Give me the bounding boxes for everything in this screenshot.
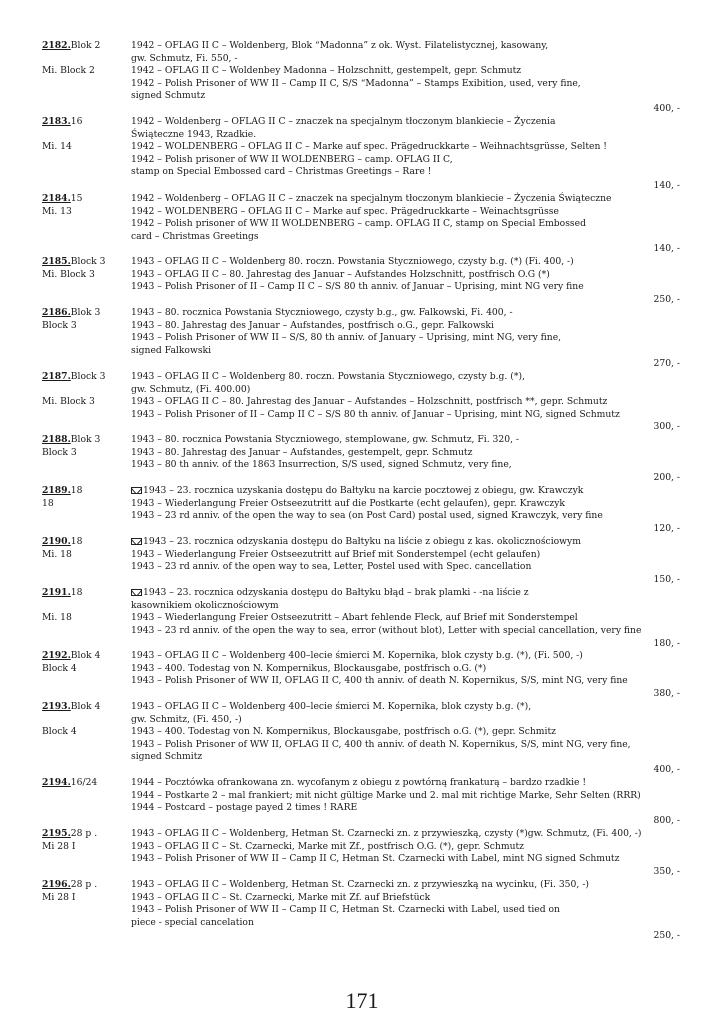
desc-line: 1943 – 23. rocznica uzyskania dostępu do Bałtyku na karcie pocztowej z obiegu, gw. Krawczyk [143, 485, 584, 496]
lot-reference [42, 701, 132, 739]
catalog-ref-alt: Mi. Block 3 [42, 268, 95, 280]
catalog-ref: 16 [70, 116, 83, 127]
desc-line: 1943 – 80. Jahrestag des Januar – Aufstandes, postfrisch o.G., gepr. Falkowski [131, 319, 494, 331]
catalog-ref-alt: 18 [42, 497, 54, 509]
desc-line: 1943 – OFLAG II C – Woldenberg, Hetman St. Czarnecki zn. z przywieszką na wycinku, (Fi. 350, -) [131, 879, 589, 890]
lot-price: 200, - [653, 472, 680, 483]
lot-number: 2188. [42, 434, 71, 445]
desc-line: 1943 – Polish Prisoner of II – Camp II C – S/S 80 th anniv. of Januar – Uprising, mint NG very fine [131, 281, 584, 293]
desc-line: gw. Schmutz, Fi. 550, - [131, 52, 238, 64]
desc-line: 1943 – 23 rd anniv. of the open the way to sea, error (without blot), Letter with special cancellation, very fine [131, 624, 642, 636]
desc-line: 1942 – OFLAG II C – Woldenberg, Blok “Madonna” z ok. Wyst. Filatelistycznej, kasowany, [131, 40, 549, 51]
catalog-ref-alt: Block 3 [42, 446, 77, 458]
lot-reference [42, 587, 132, 625]
catalog-ref: Blok 4 [70, 650, 101, 661]
lot-number: 2184. [42, 193, 71, 204]
desc-line: 1942 – WOLDENBERG – OFLAG II C – Marke auf spec. Prägedruckkarte – Weinachtsgrüsse [131, 205, 559, 217]
lot-description [131, 307, 606, 357]
lot-reference [42, 256, 132, 281]
lot-reference [42, 485, 132, 510]
catalog-ref-alt: Block 4 [42, 726, 77, 738]
catalog-ref-alt: Block 3 [42, 319, 77, 331]
lot-description [131, 828, 642, 866]
desc-line: 1943 – Polish Prisoner of II – Camp II C – S/S 80 th anniv. of Januar – Uprising, mint NG, signed Schmutz [131, 408, 620, 420]
lot-reference [42, 536, 132, 561]
lot-number: 2190. [42, 536, 71, 547]
catalog-ref: 16/24 [70, 777, 98, 788]
desc-line: 1942 – Woldenberg – OFLAG II C – znaczek na specjalnym tłoczonym blankiecie – Życzenia Świąteczne [131, 193, 612, 204]
desc-line: 1942 – OFLAG II C – Woldenbey Madonna – Holzschnitt, gestempelt, gepr. Schmutz [131, 65, 522, 77]
lot-description [131, 587, 642, 637]
catalog-ref-alt: Mi. Block 2 [42, 65, 95, 77]
lot-description [131, 536, 606, 574]
lot-price: 120, - [653, 523, 680, 534]
desc-line: 1943 – OFLAG II C – St. Czarnecki, Marke mit Zf., postfrisch O.G. (*), gepr. Schmutz [131, 840, 525, 852]
catalog-ref: Blok 3 [70, 434, 101, 445]
page-number: 171 [345, 988, 379, 1013]
lot-number: 2191. [42, 587, 71, 598]
desc-line: 1942 – Polish Prisoner of WW II – Camp II C, S/S “Madonna” – Stamps Exibition, used, very fine, [131, 77, 581, 89]
lot-description [131, 434, 606, 472]
lot-reference [42, 307, 132, 332]
desc-line: 1942 – Polish prisoner of WW II WOLDENBERG – camp. OFLAG II C, stamp on Special Embossed [131, 218, 586, 230]
desc-line: 1943 – OFLAG II C – Woldenberg 80. roczn. Powstania Styczniowego, czysty b.g. (*) (Fi. 400, -) [131, 256, 574, 267]
lot-price: 250, - [653, 930, 680, 941]
desc-line: 1943 – 23. rocznica odzyskania dostępu do Bałtyku na liście z obiegu z kas. okolicznościowym [143, 536, 581, 547]
lot-price: 400, - [653, 103, 680, 114]
lot-price: 140, - [653, 243, 680, 254]
desc-line: 1944 – Postcard – postage payed 2 times ! RARE [131, 802, 358, 814]
desc-line: 1943 – Wiederlangung Freier Ostseezutritt – Abart fehlende Fleck, auf Brief mit Sonderstempel [131, 612, 578, 624]
desc-line: 1943 – OFLAG II C – Woldenberg 80. roczn. Powstania Styczniowego, czysty b.g. (*), [131, 371, 525, 382]
desc-line: 1943 – 400. Todestag von N. Kompernikus, Blockausgabe, postfrisch o.G. (*) [131, 662, 487, 674]
catalog-ref-alt: Mi. 13 [42, 205, 72, 217]
catalog-ref: 18 [70, 536, 83, 547]
lot-reference [42, 777, 132, 790]
desc-line: 1943 – Wiederlangung Freier Ostseezutritt auf die Postkarte (echt gelaufen), gepr. Krawczyk [131, 497, 565, 509]
catalog-ref: Block 3 [70, 256, 106, 267]
lot-description [131, 485, 606, 523]
catalog-ref: 15 [70, 193, 83, 204]
catalog-ref: Block 3 [70, 371, 106, 382]
envelope-icon [131, 487, 142, 494]
lot-number: 2193. [42, 701, 71, 712]
desc-line: 1943 – Wiederlangung Freier Ostseezutritt auf Brief mit Sonderstempel (echt gelaufen) [131, 548, 541, 560]
lot-number: 2189. [42, 485, 71, 496]
catalog-ref: 28 p . [70, 879, 98, 890]
catalog-ref: 28 p . [70, 828, 98, 839]
lot-reference [42, 650, 132, 675]
desc-line: 1943 – 80 th anniv. of the 1863 Insurrection, S/S used, signed Schmutz, very fine, [131, 459, 512, 471]
desc-line: 1943 – 23 rd anniv. of the open way to sea, Letter, Postel used with Spec. cancellation [131, 561, 532, 573]
catalog-ref: Blok 3 [70, 307, 101, 318]
catalog-ref-alt: Mi. 14 [42, 141, 72, 153]
desc-line: 1944 – Pocztówka ofrankowana zn. wycofanym z obiegu z powtórną frankaturą – bardzo rzadkie ! [131, 777, 587, 788]
envelope-icon [131, 538, 142, 545]
catalog-ref-alt: Mi. 18 [42, 612, 72, 624]
lot-number: 2195. [42, 828, 71, 839]
desc-line: 1944 – Postkarte 2 – mal frankiert; mit nicht gültige Marke und 2. mal mit richtige Marke, Sehr Selten (RRR) [131, 789, 641, 801]
lot-number: 2186. [42, 307, 71, 318]
catalog-ref-alt: Mi 28 I [42, 891, 76, 903]
lot-reference [42, 193, 132, 218]
lot-price: 150, - [653, 574, 680, 585]
lot-price: 250, - [653, 294, 680, 305]
envelope-icon [131, 589, 142, 596]
desc-line: stamp on Special Embossed card – Christmas Greetings – Rare ! [131, 166, 432, 178]
desc-line: 1943 – Polish Prisoner of WW II, OFLAG II C, 400 th anniv. of death N. Kopernikus, S/S, mint NG, very fine [131, 675, 628, 687]
desc-line: 1943 – Polish Prisoner of WW II – Camp II C, Hetman St. Czarnecki with Label, used tied on [131, 904, 560, 916]
lot-price: 800, - [653, 815, 680, 826]
desc-line: 1943 – Polish Prisoner of WW II, OFLAG II C, 400 th anniv. of death N. Kopernikus, S/S, mint NG, very fine, [131, 738, 631, 750]
desc-line: Świąteczne 1943, Rzadkie. [131, 128, 257, 140]
lot-price: 180, - [653, 638, 680, 649]
lot-description [131, 256, 606, 294]
lot-description [131, 40, 606, 103]
desc-line: 1943 – OFLAG II C – Woldenberg, Hetman St. Czarnecki zn. z przywieszką, czysty (*)gw. Schmutz, (Fi. 400, -) [131, 828, 642, 839]
desc-line: piece - special cancelation [131, 916, 254, 928]
catalog-ref: 18 [70, 485, 83, 496]
lot-price: 300, - [653, 421, 680, 432]
lot-price: 380, - [653, 688, 680, 699]
desc-line: 1943 – OFLAG II C – 80. Jahrestag des Januar – Aufstandes Holzschnitt, postfrisch O.G (*) [131, 268, 550, 280]
desc-line: signed Schmutz [131, 90, 206, 102]
lot-number: 2183. [42, 116, 71, 127]
lot-description [131, 193, 612, 243]
catalog-ref-alt: Mi. 18 [42, 548, 72, 560]
lot-description [131, 650, 628, 688]
lot-description [131, 879, 606, 929]
desc-line: 1943 – 23 rd anniv. of the open the way to sea (on Post Card) postal used, signed Krawczyk, very fine [131, 510, 603, 522]
lot-number: 2194. [42, 777, 71, 788]
desc-line: 1943 – 80. Jahrestag des Januar – Aufstandes, gestempelt, gepr. Schmutz [131, 446, 473, 458]
lot-description [131, 116, 606, 179]
desc-line: 1943 – 23. rocznica odzyskania dostępu do Bałtyku błąd – brak plamki - -na liście z [143, 587, 529, 598]
lot-number: 2196. [42, 879, 71, 890]
catalog-ref-alt: Mi. Block 3 [42, 396, 95, 408]
catalog-ref: Blok 4 [70, 701, 101, 712]
lot-reference [42, 434, 132, 459]
lot-reference [42, 40, 132, 78]
lot-price: 270, - [653, 358, 680, 369]
desc-line: 1943 – OFLAG II C – Woldenberg 400–lecie śmierci M. Kopernika, blok czysty b.g. (*), (Fi. 500, -) [131, 650, 583, 661]
desc-line: card – Christmas Greetings [131, 230, 259, 242]
lot-number: 2182. [42, 40, 71, 51]
desc-line: signed Schmitz [131, 751, 203, 763]
desc-line: 1943 – OFLAG II C – St. Czarnecki, Marke mit Zf. auf Briefstück [131, 891, 431, 903]
lot-number: 2187. [42, 371, 71, 382]
desc-line: 1943 – OFLAG II C – Woldenberg 400–lecie śmierci M. Kopernika, blok czysty b.g. (*), [131, 701, 532, 712]
desc-line: 1943 – 80. rocznica Powstania Styczniowego, stemplowane, gw. Schmutz, Fi. 320, - [131, 434, 520, 445]
lot-number: 2192. [42, 650, 71, 661]
desc-line: 1943 – Polish Prisoner of WW II – S/S, 80 th anniv. of January – Uprising, mint NG, very fine, [131, 332, 562, 344]
desc-line: 1942 – Woldenberg – OFLAG II C – znaczek na specjalnym tłoczonym blankiecie – Życzenia [131, 116, 556, 127]
desc-line: 1943 – Polish Prisoner of WW II – Camp II C, Hetman St. Czarnecki with Label, mint NG signed Schmutz [131, 853, 620, 865]
lot-number: 2185. [42, 256, 71, 267]
lot-description [131, 777, 641, 815]
desc-line: signed Falkowski [131, 344, 212, 356]
desc-line: 1942 – WOLDENBERG – OFLAG II C – Marke auf spec. Prägedruckkarte – Weihnachtsgrüsse, Selten ! [131, 141, 607, 153]
lot-price: 400, - [653, 764, 680, 775]
lot-reference [42, 116, 132, 154]
lot-reference [42, 879, 132, 904]
catalog-ref: Blok 2 [70, 40, 101, 51]
desc-line: 1943 – OFLAG II C – 80. Jahrestag des Januar – Aufstandes – Holzschnitt, postfrisch **, gepr. Schmutz [131, 396, 608, 408]
lot-description [131, 701, 631, 764]
lot-reference [42, 828, 132, 853]
lot-price: 140, - [653, 180, 680, 191]
desc-line: gw. Schmutz, (Fi. 400.00) [131, 383, 251, 395]
lot-price: 350, - [653, 866, 680, 877]
catalog-ref: 18 [70, 587, 83, 598]
lot-reference [42, 371, 132, 409]
lot-description [131, 371, 620, 421]
catalog-ref-alt: Mi 28 I [42, 840, 76, 852]
desc-line: kasownikiem okolicznościowym [131, 599, 279, 611]
desc-line: 1943 – 80. rocznica Powstania Styczniowego, czysty b.g., gw. Falkowski, Fi. 400, - [131, 307, 513, 318]
desc-line: gw. Schmitz, (Fi. 450, -) [131, 713, 242, 725]
catalog-ref-alt: Block 4 [42, 662, 77, 674]
desc-line: 1943 – 400. Todestag von N. Kompernikus, Blockausgabe, postfrisch o.G. (*), gepr. Schmitz [131, 726, 556, 738]
desc-line: 1942 – Polish prisoner of WW II WOLDENBERG – camp. OFLAG II C, [131, 153, 453, 165]
